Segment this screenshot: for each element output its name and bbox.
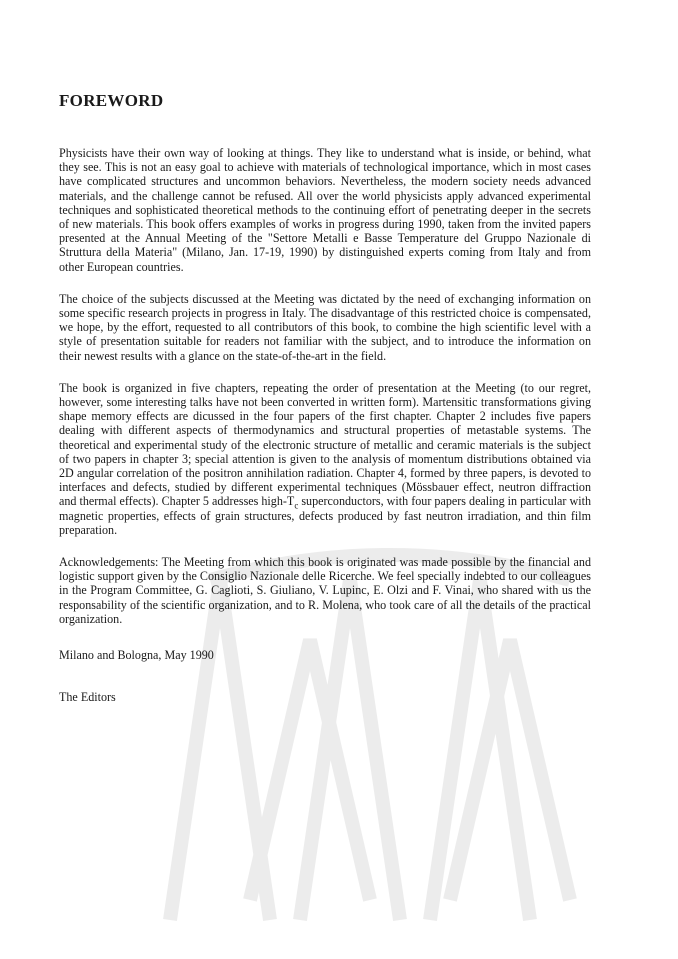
paragraph-book-organization — [59, 381, 591, 537]
page-title: FOREWORD — [59, 91, 164, 110]
paragraph-intro: Physicists have their own way of looking at things. They like to understand what is inside, or behind, what they see. This is not an easy goal to achieve with materials of technological importance, which in most cases have complicated structures and uncommon behaviors. Nevertheless, the modern society needs advanced materials, and the challenge cannot be refused. All over the world physicists apply advanced experimental techniques and sophisticated theoretical methods to the continuing effort of penetrating deeper in the secrets of new materials. This book offers examples of works in progress during 1990, taken from the invited papers presented at the Annual Meeting of the "Settore Metalli e Basse Temperature del Gruppo Nazionale di Struttura della Materia" (Milano, Jan. 17-19, 1990) by distinguished experts coming from Italy and from other European countries. — [59, 146, 591, 274]
paragraph-organization-text-end: superconductors, with four papers dealing in particular with magnetic properties, effects of grain structures, defects produced by fast neutron irradiation, and thin film preparation. — [59, 494, 591, 537]
paragraph-subject-choice: The choice of the subjects discussed at the Meeting was dictated by the need of exchanging information on some specific research projects in progress in Italy. The disadvantage of this restricted choice is compensated, we hope, by the effort, requested to all contributors of this book, to combine the high scientific level with a style of presentation suitable for readers not familiar with the subject, and to introduce the information on their newest results with a glance on the state-of-the-art in the field. — [59, 291, 591, 363]
paragraph-organization-text-start: The book is organized in five chapters, repeating the order of presentation at the Meeting (to our regret, however, some interesting talks have not been converted in written form). Martensitic transformations giving shape memory effects are dicussed in the four papers of the first chapter. Chapter 2 includes five papers dealing with different aspects of thermodynamics and structural properties of metastable systems. The theoretical and experimental study of the electronic structure of metallic and ceramic materials is the subject of two papers in chapter 3; special attention is given to the analysis of momentum distributions obtained via 2D angular correlation of the positron annihilation radiation. Chapter 4, formed by three papers, is devoted to interfaces and defects, studied by different experimental techniques (Mössbauer effect, neutron diffraction and thermal effects). Chapter 5 addresses high-T — [59, 380, 591, 509]
editors-signature: The Editors — [59, 690, 116, 705]
foreword-section — [59, 90, 591, 723]
tc-subscript: c — [294, 500, 299, 511]
place-and-date: Milano and Bologna, May 1990 — [59, 648, 214, 663]
paragraph-acknowledgements: Acknowledgements: The Meeting from which this book is originated was made possible by the financial and logistic support given by the Consiglio Nazionale delle Ricerche. We feel specially indebted to our colleagues in the Program Committee, G. Caglioti, S. Giuliano, V. Lupinc, E. Olzi and F. Vinai, who shared with us the responsability of the scientific organization, and to R. Molena, who took care of all the details of the practical organization. — [59, 555, 591, 626]
